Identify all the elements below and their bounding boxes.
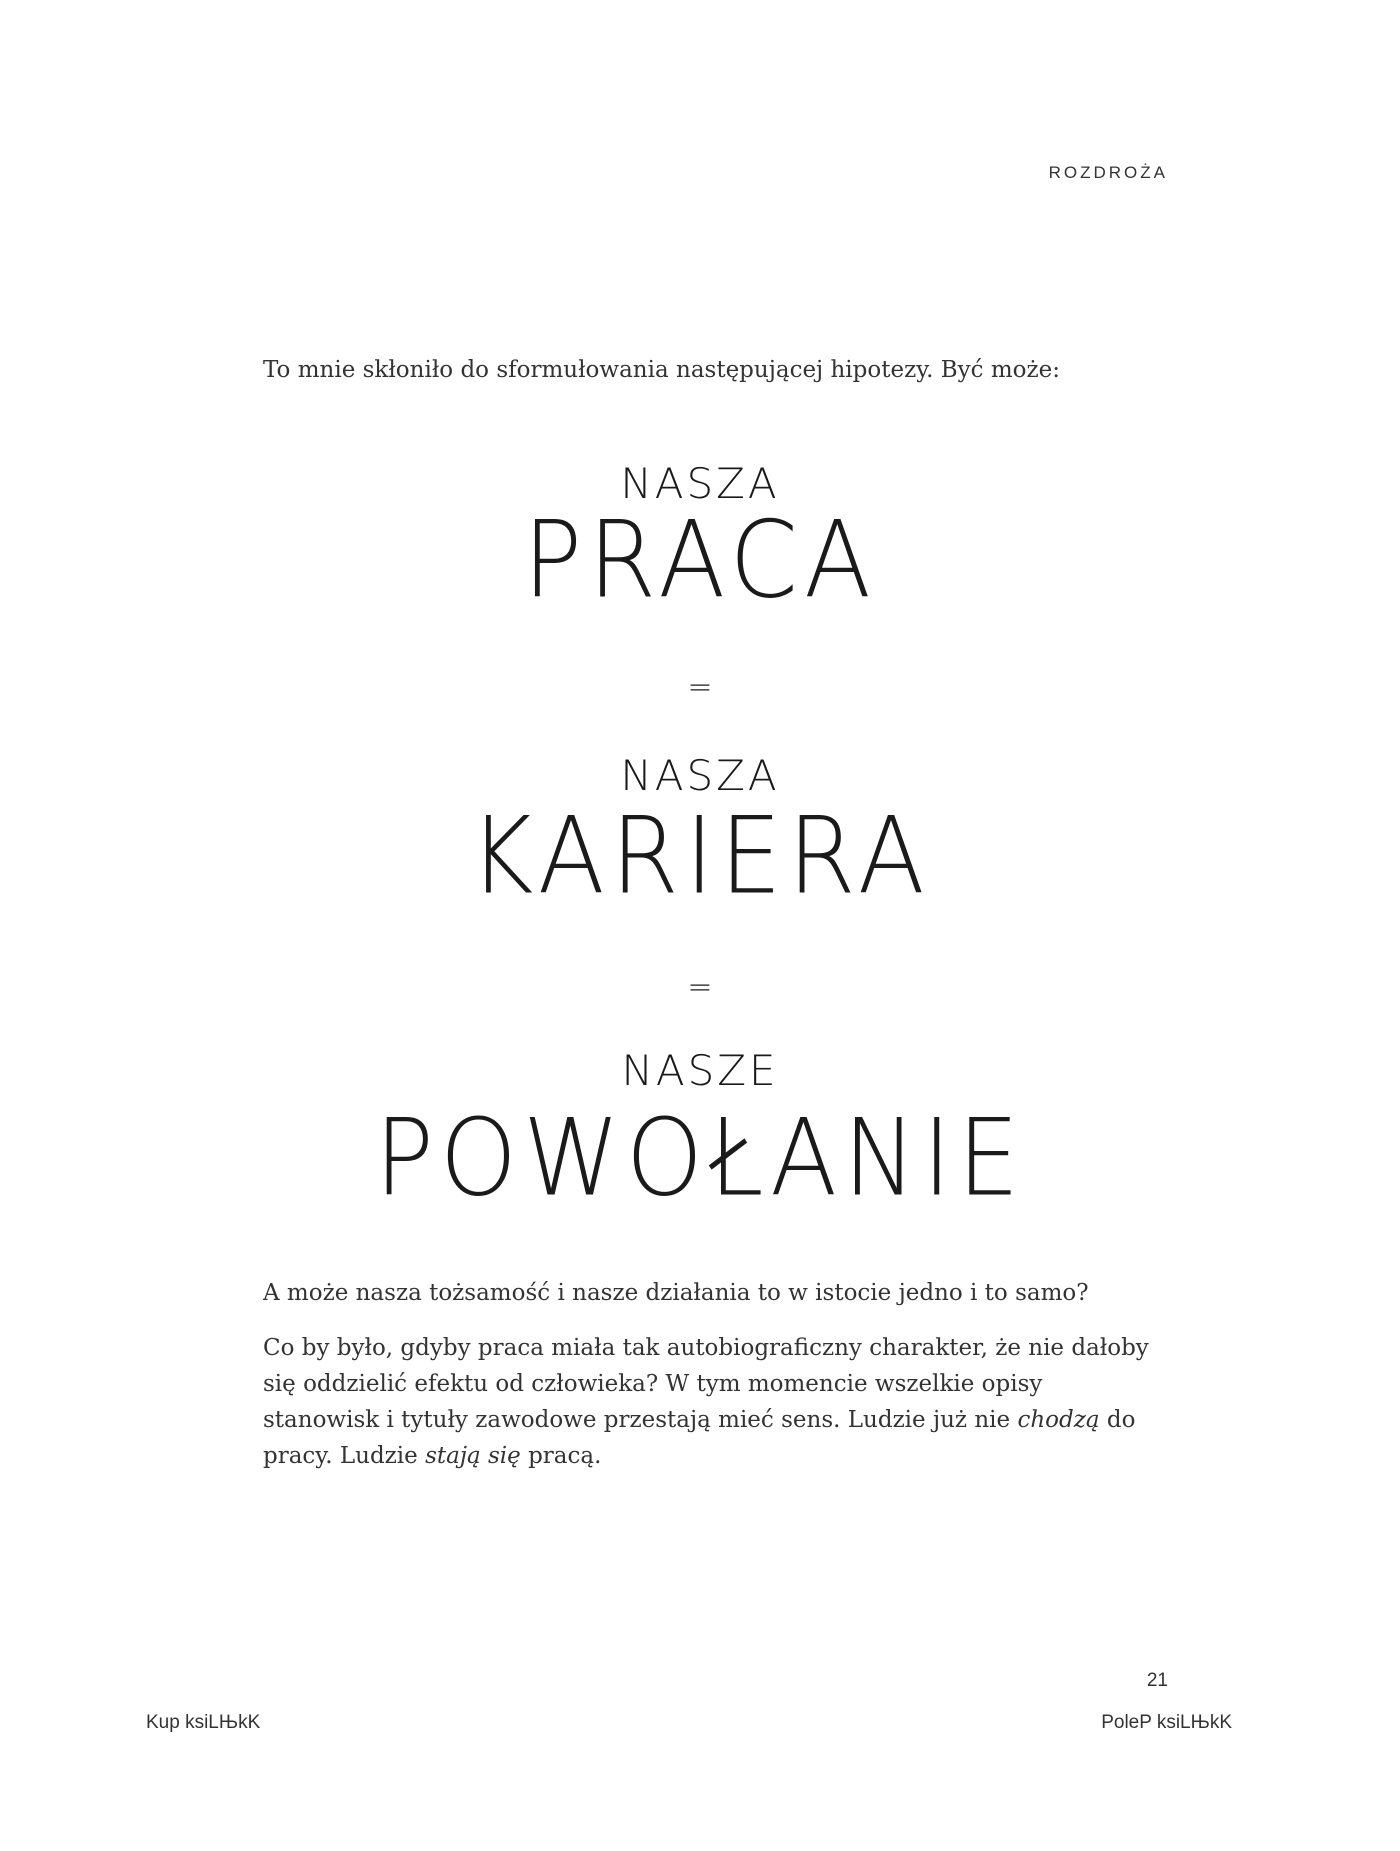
- running-header: ROZDROŻA: [1048, 163, 1168, 182]
- paragraph-2-part-2: do pracy. Ludzie: [263, 1407, 1136, 1469]
- paragraph-2-part-3: pracą.: [520, 1443, 602, 1469]
- recommend-book-link[interactable]: PoleP ksiLЊkK: [1101, 1712, 1232, 1733]
- paragraph-2-italic-1: chodzą: [1017, 1407, 1100, 1433]
- handwritten-nasze: NASZE: [621, 1046, 779, 1095]
- paragraph-2: [263, 1330, 1163, 1474]
- paragraph-1: [263, 1275, 1163, 1311]
- handwritten-kariera: KARIERA: [469, 795, 931, 919]
- intro-sentence: To mnie skłoniło do sformułowania następującej hipotezy. Być może:: [263, 357, 1060, 383]
- handwritten-equals-1: =: [687, 670, 713, 705]
- page-number: 21: [1146, 1670, 1168, 1691]
- handwritten-praca: PRACA: [522, 499, 877, 623]
- handwritten-nasza-1: NASZA: [620, 459, 780, 508]
- buy-book-link[interactable]: Kup ksiLЊkK: [146, 1712, 261, 1733]
- handwritten-equals-2: =: [687, 970, 713, 1005]
- paragraph-2-text: [263, 1330, 1163, 1474]
- handwritten-powolanie: POWOŁANIE: [374, 1097, 1026, 1221]
- paragraph-1-text: A może nasza tożsamość i nasze działania to w istocie jedno i to samo?: [263, 1280, 1089, 1306]
- handwritten-nasza-2: NASZA: [620, 751, 780, 800]
- paragraph-2-part-1: Co by było, gdyby praca miała tak autobiograficzny charakter, że nie dałoby się oddzielić efektu od człowieka? W tym momencie wszelkie opisy stanowisk i tytuły zawodowe przestają mieć sens. Ludzie już nie: [263, 1335, 1149, 1433]
- paragraph-2-italic-2: stają się: [425, 1443, 521, 1469]
